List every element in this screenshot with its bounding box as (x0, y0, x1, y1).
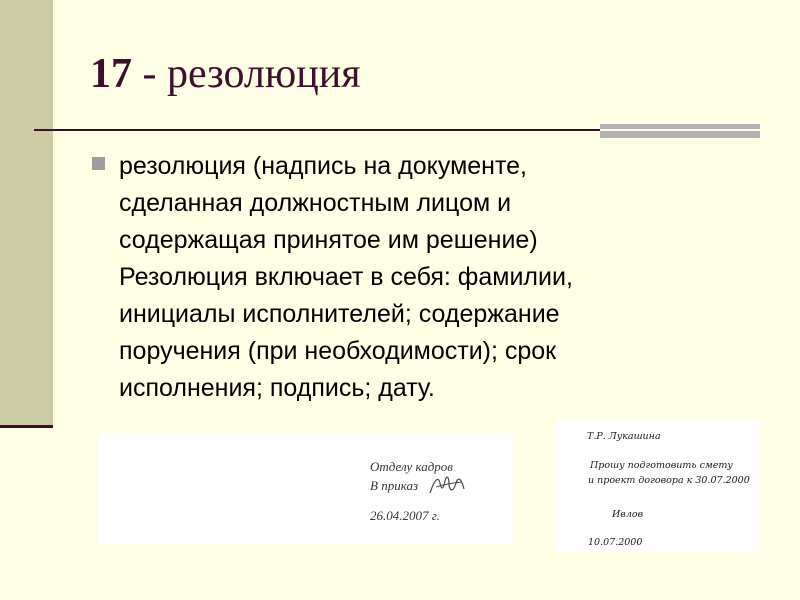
left-decorative-bar (0, 0, 53, 427)
bullet-text-line: инициалы исполнителей; содержание (119, 300, 560, 328)
bullet-text-line: резолюция (надпись на документе, (119, 152, 527, 180)
bullet-text-line: Резолюция включает в себя: фамилии, (119, 263, 573, 291)
title-number: 17 (90, 51, 132, 97)
signature-scribble-icon (428, 471, 468, 501)
resolution-example-image-2 (556, 420, 759, 552)
resolution-example-image-1 (98, 433, 513, 543)
bullet-square-icon (92, 157, 105, 170)
left-bar-underline (0, 425, 53, 428)
slide-title (90, 50, 361, 98)
handwritten-instruction-line-1: Прошу подготовить смету (590, 460, 733, 471)
bullet-text-line: сделанная должностным лицом и (119, 189, 512, 217)
handwritten-date: 10.07.2000 (588, 537, 643, 548)
title-text: - резолюция (132, 51, 361, 97)
bullet-text (119, 148, 719, 407)
title-divider-accent (600, 124, 760, 138)
title-divider-accent-stripe (600, 129, 760, 131)
resolution-date: 26.04.2007 г. (370, 508, 440, 523)
resolution-addressee: Отделу кадров (370, 459, 453, 474)
title-divider (34, 129, 600, 131)
handwritten-addressee: Т.Р. Лукашина (587, 431, 661, 442)
handwritten-instruction-line-2: и проект договора к 30.07.2000 (588, 475, 750, 486)
handwritten-signature: Ивлов (612, 509, 644, 520)
resolution-instruction: В приказ (370, 478, 419, 493)
bullet-text-line: содержащая принятое им решение) (119, 226, 538, 254)
bullet-text-line: исполнения; подпись; дату. (119, 374, 435, 402)
bullet-text-line: поручения (при необходимости); срок (119, 337, 557, 365)
